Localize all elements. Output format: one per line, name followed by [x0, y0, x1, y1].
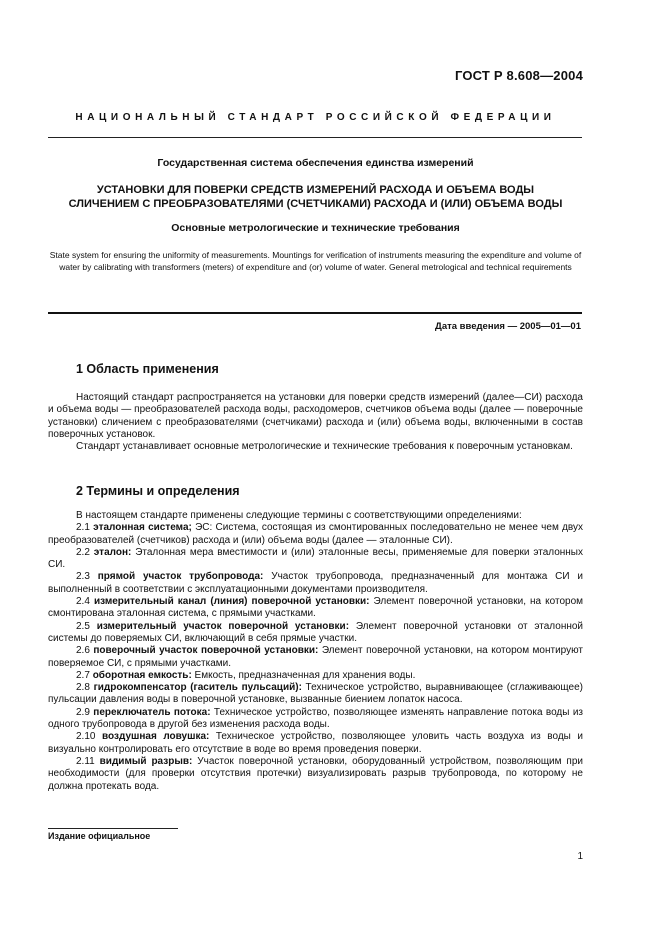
term-definition: [48, 756, 583, 793]
term-number: 2.1: [76, 522, 90, 534]
term-text: Элемент поверочной установки, на котором монтируют поверяемое СИ, с прямыми участками.: [48, 645, 583, 669]
term-text: Элемент поверочной установки, на котором смонтирована эталонная система, с прямыми участками.: [48, 596, 584, 620]
term-name: оборотная емкость:: [92, 669, 192, 681]
standard-code: ГОСТ Р 8.608—2004: [454, 68, 583, 83]
term-name: эталонная система;: [93, 522, 192, 534]
term-number: 2.3: [76, 571, 90, 583]
term-text: Техническое устройство, позволяющее уловить часть воздуха из воды и визуально контролировать его отсутствие в воде во время проведения поверки.: [48, 731, 583, 755]
term-number: 2.11: [76, 755, 95, 767]
term-definition: [48, 571, 583, 596]
term-definition: [48, 645, 583, 670]
term-definition: [48, 596, 583, 621]
term-definition: [48, 670, 583, 682]
section-2-heading: 2 Термины и определения: [76, 484, 240, 498]
term-name: переключатель потока:: [93, 706, 211, 718]
terms-list: [48, 522, 583, 793]
term-name: гидрокомпенсатор (гаситель пульсаций):: [93, 682, 302, 694]
term-number: 2.4: [76, 596, 90, 608]
term-text: Участок поверочной установки, оборудованный устройством, позволяющим при необходимости (для проверки отсутствия протечки) визуализировать разрыв трубопровода, по которому не должна протекать вода.: [48, 755, 583, 792]
header-rule: [48, 137, 582, 138]
section-1-paragraph-2: Стандарт устанавливает основные метрологические и технические требования к поверочным установкам.: [76, 441, 573, 453]
term-name: воздушная ловушка:: [102, 731, 210, 743]
term-name: видимый разрыв:: [99, 755, 193, 767]
term-name: эталон:: [93, 546, 132, 558]
term-text: Участок трубопровода, предназначенный для монтажа СИ и выполненный в соответствии с эксплуатационными документами производителя.: [48, 571, 583, 595]
section-2-body: [48, 510, 583, 793]
section-1-body: [48, 392, 583, 453]
term-definition: [48, 731, 583, 756]
term-text: Эталонная мера вместимости и (или) эталонные весы, применяемые для поверки эталонных СИ.: [48, 546, 583, 571]
term-number: 2.10: [76, 731, 96, 743]
term-number: 2.6: [76, 645, 90, 657]
term-number: 2.9: [76, 706, 90, 718]
term-name: прямой участок трубопровода:: [97, 571, 264, 583]
term-number: 2.5: [76, 620, 90, 632]
term-text: Техническое устройство, позволяющее изменять направление потока воды из одного трубопровода в другой без изменения расхода воды.: [48, 706, 583, 731]
edition-note: Издание официальное: [48, 831, 151, 841]
national-standard-banner: НАЦИОНАЛЬНЫЙ СТАНДАРТ РОССИЙСКОЙ ФЕДЕРАЦИИ: [75, 112, 556, 123]
section-2-intro: В настоящем стандарте применены следующие термины с соответствующими определениями:: [76, 510, 522, 521]
term-definition: [48, 682, 583, 707]
term-name: измерительный участок поверочной установки:: [96, 620, 350, 632]
section-1-heading: 1 Область применения: [76, 362, 219, 376]
term-definition: [48, 522, 583, 547]
main-title-line-2: СЛИЧЕНИЕМ С ПРЕОБРАЗОВАТЕЛЯМИ (СЧЕТЧИКАМИ) РАСХОДА И (ИЛИ) ОБЪЕМА ВОДЫ: [68, 198, 563, 210]
term-definition: [48, 621, 583, 646]
term-number: 2.8: [76, 682, 90, 694]
term-text: ЭС: Система, состоящая из смонтированных последовательно не менее чем двух преобразователей (счетчиков) расхода и (или) объема воды (далее — эталонные СИ).: [48, 522, 583, 546]
main-title-line-1: УСТАНОВКИ ДЛЯ ПОВЕРКИ СРЕДСТВ ИЗМЕРЕНИЙ РАСХОДА И ОБЪЕМА ВОДЫ: [96, 184, 535, 196]
subtitle: Основные метрологические и технические требования: [171, 222, 460, 234]
term-definition: [48, 547, 583, 572]
section-1-paragraph-1: Настоящий стандарт распространяется на установки для поверки средств измерений (далее—СИ) расхода и объема воды — преобразователей расхода воды, расходомеров, счетчиков объема воды (далее — поверочные установки) сличением с преобразователями (счетчиками) расхода и (или) объема воды, включенными в состав поверочных установок.: [48, 392, 583, 440]
term-number: 2.7: [76, 669, 90, 681]
term-number: 2.2: [76, 546, 90, 558]
term-definition: [48, 707, 583, 732]
title-block-rule: [48, 312, 582, 314]
term-text: Техническое устройство, выравнивающее (сглаживающее) пульсации давления воды в поверочной установке, вызванные биением лопаток насоса.: [48, 682, 583, 706]
page-number: 1: [577, 851, 583, 862]
main-title: [48, 183, 583, 211]
system-title: Государственная система обеспечения единства измерений: [157, 157, 474, 169]
english-title: State system for ensuring the uniformity of measurements. Mountings for verification of instruments measuring the expenditure and volume of water by calibrating with transformers (meters) of expenditure and (or) volume of water. General metrological and technical requirements: [49, 250, 582, 272]
term-name: поверочный участок поверочной установки:: [93, 645, 319, 657]
footer-rule: [48, 828, 178, 829]
introduction-date: Дата введения — 2005—01—01: [435, 321, 581, 332]
term-name: измерительный канал (линия) поверочной установки:: [93, 596, 370, 608]
term-text: Элемент поверочной установки от эталонной системы до поверяемых СИ, включающий в себя прямые участки.: [48, 620, 584, 644]
term-text: Емкость, предназначенная для хранения воды.: [191, 669, 416, 681]
